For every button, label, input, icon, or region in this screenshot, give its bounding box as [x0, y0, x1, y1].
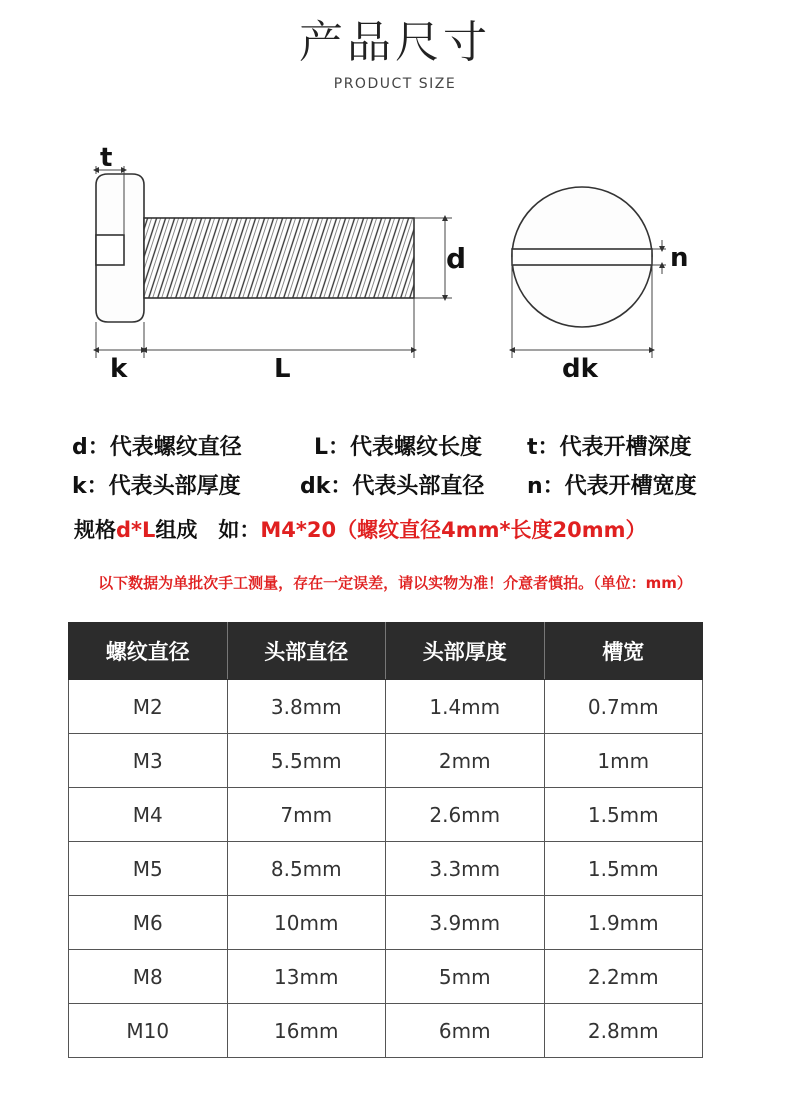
- table-cell: 2mm: [386, 734, 545, 788]
- table-cell: 2.6mm: [386, 788, 545, 842]
- table-cell: 13mm: [227, 950, 386, 1004]
- label-t: t: [100, 143, 113, 173]
- table-cell: 10mm: [227, 896, 386, 950]
- measurement-note: 以下数据为单批次手工测量，存在一定误差，请以实物为准！介意者慎拍。（单位：mm）: [98, 574, 692, 592]
- size-table: [68, 622, 703, 1058]
- screw-top-view: [512, 187, 652, 327]
- label-d: d: [446, 242, 467, 275]
- label-n: n: [670, 243, 689, 273]
- table-cell: 2.2mm: [544, 950, 703, 1004]
- legend-k: k：代表头部厚度: [72, 474, 241, 499]
- table-cell: M3: [69, 734, 228, 788]
- legend-n: n：代表开槽宽度: [527, 474, 697, 499]
- table-cell: M5: [69, 842, 228, 896]
- page-subtitle: PRODUCT SIZE: [333, 76, 457, 92]
- table-cell: 3.3mm: [386, 842, 545, 896]
- table-cell: 5mm: [386, 950, 545, 1004]
- table-cell: M2: [69, 680, 228, 734]
- spec-middle: 组成 如：: [155, 518, 261, 542]
- spec-prefix: 规格: [74, 518, 116, 542]
- label-k: k: [110, 354, 128, 384]
- table-header-row: [69, 623, 703, 680]
- header-slot-width: 槽宽: [544, 623, 703, 680]
- table-cell: 8.5mm: [227, 842, 386, 896]
- table-cell: 6mm: [386, 1004, 545, 1058]
- table-cell: M6: [69, 896, 228, 950]
- spec-format-line: [74, 514, 646, 544]
- table-cell: 0.7mm: [544, 680, 703, 734]
- table-row: [69, 680, 703, 734]
- spec-example: M4*20（螺纹直径4mm*长度20mm）: [260, 518, 647, 542]
- table-cell: 1mm: [544, 734, 703, 788]
- table-cell: 2.8mm: [544, 1004, 703, 1058]
- table-row: [69, 842, 703, 896]
- table-cell: M8: [69, 950, 228, 1004]
- table-cell: M4: [69, 788, 228, 842]
- table-cell: 1.5mm: [544, 842, 703, 896]
- legend-dk: dk：代表头部直径: [300, 474, 485, 499]
- screw-side-view: [96, 174, 414, 322]
- table-cell: 16mm: [227, 1004, 386, 1058]
- table-cell: M10: [69, 1004, 228, 1058]
- label-dk: dk: [562, 354, 598, 384]
- header-head-diameter: 头部直径: [227, 623, 386, 680]
- table-cell: 3.9mm: [386, 896, 545, 950]
- legend-L: L：代表螺纹长度: [314, 435, 483, 460]
- table-row: [69, 788, 703, 842]
- legend-d: d：代表螺纹直径: [72, 435, 242, 460]
- table-cell: 7mm: [227, 788, 386, 842]
- top-slot: [512, 249, 652, 265]
- table-cell: 5.5mm: [227, 734, 386, 788]
- table-row: [69, 1004, 703, 1058]
- legend-t: t：代表开槽深度: [527, 435, 692, 460]
- table-cell: 3.8mm: [227, 680, 386, 734]
- header-thread-diameter: 螺纹直径: [69, 623, 228, 680]
- head-slot: [96, 235, 124, 265]
- table-row: [69, 896, 703, 950]
- spec-formula: d*L: [116, 518, 156, 542]
- table-row: [69, 950, 703, 1004]
- table-row: [69, 734, 703, 788]
- screw-dimension-diagram: [0, 140, 790, 390]
- page-title: 产品尺寸: [299, 17, 491, 68]
- label-L: L: [274, 354, 291, 384]
- header-head-thickness: 头部厚度: [386, 623, 545, 680]
- table-cell: 1.4mm: [386, 680, 545, 734]
- table-cell: 1.9mm: [544, 896, 703, 950]
- threaded-shank: [144, 218, 414, 298]
- table-cell: 1.5mm: [544, 788, 703, 842]
